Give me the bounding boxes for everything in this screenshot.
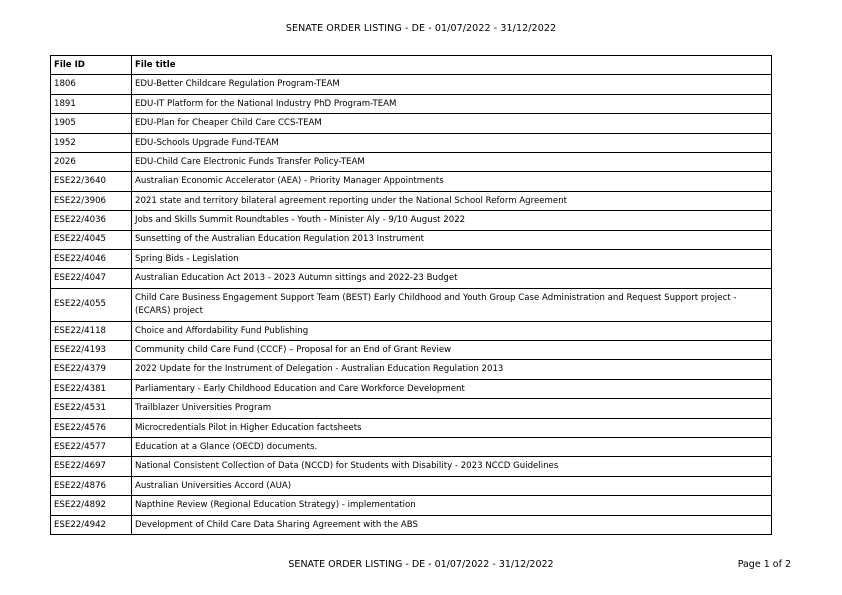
column-header-file-id: File ID [51, 56, 132, 75]
file-title-cell: EDU-Child Care Electronic Funds Transfer Policy-TEAM [132, 152, 772, 171]
file-title-cell: Australian Universities Accord (AUA) [132, 476, 772, 495]
file-id-cell: ESE22/4036 [51, 211, 132, 230]
file-id-cell: ESE22/4046 [51, 249, 132, 268]
file-title-cell: Australian Economic Accelerator (AEA) - Priority Manager Appointments [132, 172, 772, 191]
table-row [51, 269, 772, 288]
table-row [51, 211, 772, 230]
file-title-cell: EDU-Schools Upgrade Fund-TEAM [132, 133, 772, 152]
file-title-cell: Child Care Business Engagement Support Team (BEST) Early Childhood and Youth Group Case Administration and Request Support project - (ECARS) project [132, 288, 772, 321]
table-row [51, 476, 772, 495]
page-title: SENATE ORDER LISTING - DE - 01/07/2022 - 31/12/2022 [285, 23, 557, 34]
file-title-cell: EDU-IT Platform for the National Industry PhD Program-TEAM [132, 94, 772, 113]
file-id-cell: 1952 [51, 133, 132, 152]
table-row [51, 418, 772, 437]
table-row [51, 172, 772, 191]
table-row [51, 230, 772, 249]
file-title-cell: Sunsetting of the Australian Education Regulation 2013 Instrument [132, 230, 772, 249]
file-id-cell: ESE22/4055 [51, 288, 132, 321]
file-id-cell: ESE22/4577 [51, 438, 132, 457]
file-id-cell: ESE22/4697 [51, 457, 132, 476]
table-row [51, 114, 772, 133]
file-title-cell: Community child Care Fund (CCCF) – Proposal for an End of Grant Review [132, 341, 772, 360]
file-title-cell: Development of Child Care Data Sharing Agreement with the ABS [132, 515, 772, 534]
file-title-cell: 2021 state and territory bilateral agreement reporting under the National School Reform Agreement [132, 191, 772, 210]
file-id-cell: ESE22/4892 [51, 496, 132, 515]
file-id-cell: ESE22/4047 [51, 269, 132, 288]
table-row [51, 152, 772, 171]
file-title-cell: EDU-Plan for Cheaper Child Care CCS-TEAM [132, 114, 772, 133]
file-id-cell: ESE22/4045 [51, 230, 132, 249]
file-id-cell: 2026 [51, 152, 132, 171]
footer-title: SENATE ORDER LISTING - DE - 01/07/2022 - 31/12/2022 [288, 559, 554, 570]
file-title-cell: Education at a Glance (OECD) documents. [132, 438, 772, 457]
table-header-row [51, 56, 772, 75]
table-row [51, 379, 772, 398]
file-id-cell: 1806 [51, 75, 132, 94]
page-number: Page 1 of 2 [737, 559, 791, 570]
file-id-cell: ESE22/4942 [51, 515, 132, 534]
file-id-cell: ESE22/4118 [51, 321, 132, 340]
file-id-cell: ESE22/4381 [51, 379, 132, 398]
table-row [51, 399, 772, 418]
file-title-cell: Jobs and Skills Summit Roundtables - Youth - Minister Aly - 9/10 August 2022 [132, 211, 772, 230]
file-title-cell: Australian Education Act 2013 - 2023 Autumn sittings and 2022-23 Budget [132, 269, 772, 288]
table-row [51, 75, 772, 94]
file-id-cell: ESE22/4379 [51, 360, 132, 379]
file-title-cell: EDU-Better Childcare Regulation Program-TEAM [132, 75, 772, 94]
file-title-cell: Napthine Review (Regional Education Strategy) - implementation [132, 496, 772, 515]
file-id-cell: ESE22/3906 [51, 191, 132, 210]
file-id-cell: ESE22/3640 [51, 172, 132, 191]
table-row [51, 288, 772, 321]
table-row [51, 191, 772, 210]
file-title-cell: Choice and Affordability Fund Publishing [132, 321, 772, 340]
table-row [51, 457, 772, 476]
table-body [51, 75, 772, 535]
file-title-cell: Parliamentary - Early Childhood Education and Care Workforce Development [132, 379, 772, 398]
table-row [51, 438, 772, 457]
table-row [51, 515, 772, 534]
file-listing-table [50, 55, 772, 535]
file-id-cell: 1905 [51, 114, 132, 133]
column-header-file-title: File title [132, 56, 772, 75]
file-id-cell: 1891 [51, 94, 132, 113]
file-title-cell: Trailblazer Universities Program [132, 399, 772, 418]
file-title-cell: 2022 Update for the Instrument of Delegation - Australian Education Regulation 2013 [132, 360, 772, 379]
table-row [51, 321, 772, 340]
table-row [51, 341, 772, 360]
file-id-cell: ESE22/4876 [51, 476, 132, 495]
table-row [51, 249, 772, 268]
file-title-cell: National Consistent Collection of Data (NCCD) for Students with Disability - 2023 NCCD Guidelines [132, 457, 772, 476]
file-title-cell: Microcredentials Pilot in Higher Education factsheets [132, 418, 772, 437]
table-row [51, 496, 772, 515]
file-title-cell: Spring Bids - Legislation [132, 249, 772, 268]
table-row [51, 133, 772, 152]
table-row [51, 360, 772, 379]
table-row [51, 94, 772, 113]
file-id-cell: ESE22/4531 [51, 399, 132, 418]
file-id-cell: ESE22/4576 [51, 418, 132, 437]
file-id-cell: ESE22/4193 [51, 341, 132, 360]
